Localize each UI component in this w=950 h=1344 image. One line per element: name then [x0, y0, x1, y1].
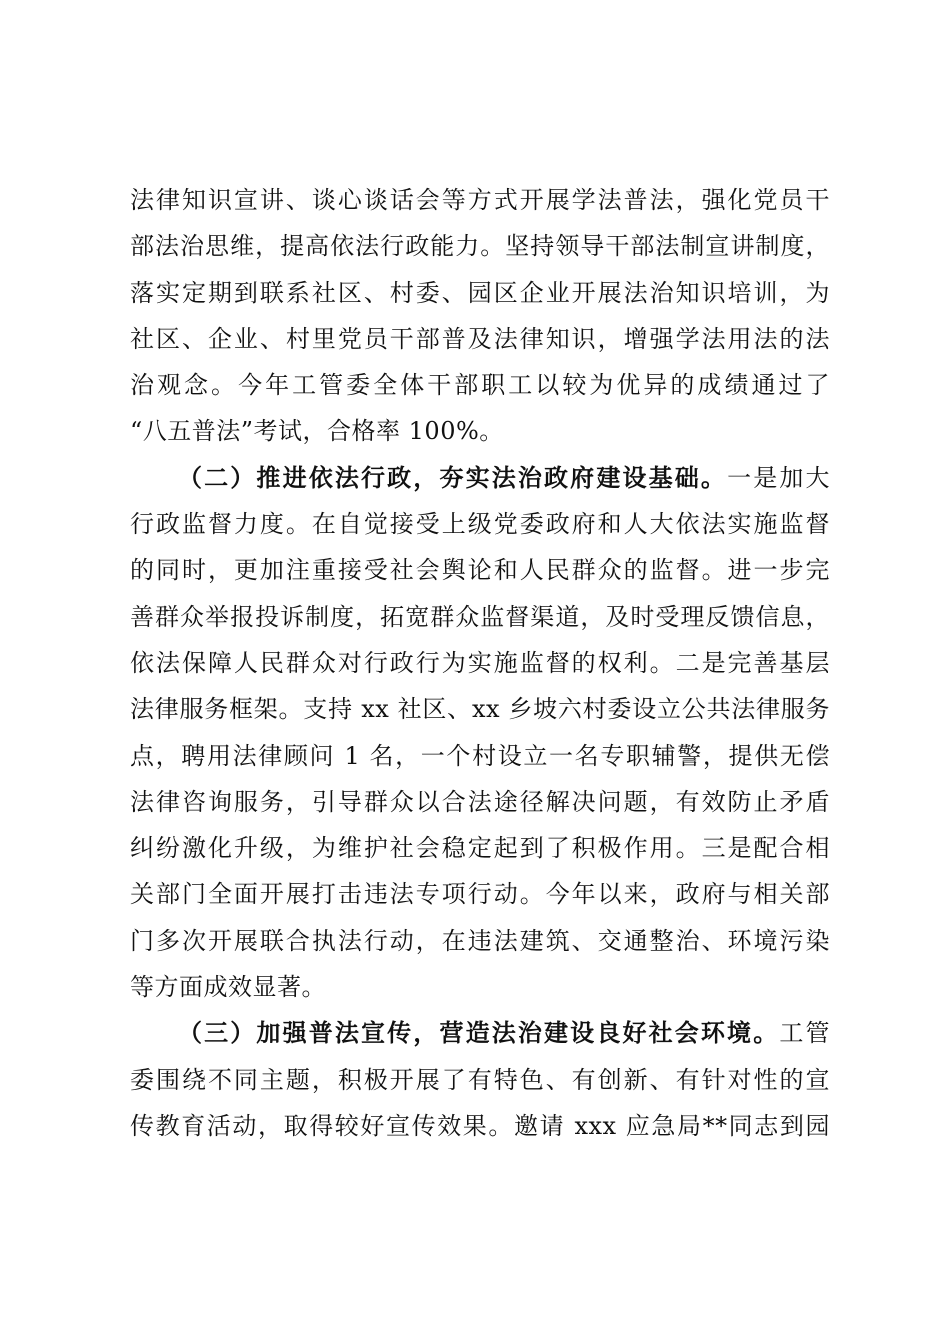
text-line: 善群众举报投诉制度，拓宽群众监督渠道，及时受理反馈信息，	[130, 602, 830, 631]
section-heading: （二）推进依法行政，夯实法治政府建设基础。	[178, 462, 728, 492]
text-line	[130, 1010, 830, 1056]
text-line: 委围绕不同主题，积极开展了有特色、有创新、有针对性的宣	[130, 1065, 830, 1094]
text-line: “八五普法”考试，合格率 100%。	[130, 417, 504, 446]
text-line: 纠纷激化升级，为维护社会稳定起到了积极作用。三是配合相	[130, 834, 830, 863]
text-line: 门多次开展联合执法行动，在违法建筑、交通整治、环境污染	[130, 926, 830, 955]
text-run: 一是加大	[727, 463, 830, 492]
document-body	[130, 177, 830, 1149]
text-line: 关部门全面开展打击违法专项行动。今年以来，政府与相关部	[130, 880, 830, 909]
section-heading: （三）加强普法宣传，营造法治建设良好社会环境。	[178, 1018, 780, 1048]
text-line: 行政监督力度。在自觉接受上级党委政府和人大依法实施监督	[130, 510, 830, 539]
paragraph-3	[130, 1010, 830, 1149]
text-line: 法律服务框架。支持 xx 社区、xx 乡坡六村委设立公共法律服务	[130, 695, 830, 724]
text-line: 依法保障人民群众对行政行为实施监督的权利。二是完善基层	[130, 648, 830, 677]
text-line: 点，聘用法律顾问 1 名，一个村设立一名专职辅警，提供无偿	[130, 741, 830, 770]
paragraph-1	[130, 177, 830, 455]
text-line: 落实定期到联系社区、村委、园区企业开展法治知识培训，为	[130, 278, 830, 307]
text-line	[130, 455, 830, 501]
paragraph-2	[130, 455, 830, 1011]
text-line: 法律咨询服务，引导群众以合法途径解决问题，有效防止矛盾	[130, 787, 830, 816]
text-line: 部法治思维，提高依法行政能力。坚持领导干部法制宣讲制度，	[130, 232, 830, 261]
text-line: 等方面成效显著。	[130, 973, 326, 1002]
text-line: 治观念。今年工管委全体干部职工以较为优异的成绩通过了	[130, 371, 830, 400]
text-line: 的同时，更加注重接受社会舆论和人民群众的监督。进一步完	[130, 556, 830, 585]
text-line: 传教育活动，取得较好宣传效果。邀请 xxx 应急局**同志到园	[130, 1111, 830, 1140]
text-line: 法律知识宣讲、谈心谈话会等方式开展学法普法，强化党员干	[130, 186, 830, 214]
text-line: 社区、企业、村里党员干部普及法律知识，增强学法用法的法	[130, 324, 830, 353]
text-run: 工管	[779, 1019, 831, 1048]
